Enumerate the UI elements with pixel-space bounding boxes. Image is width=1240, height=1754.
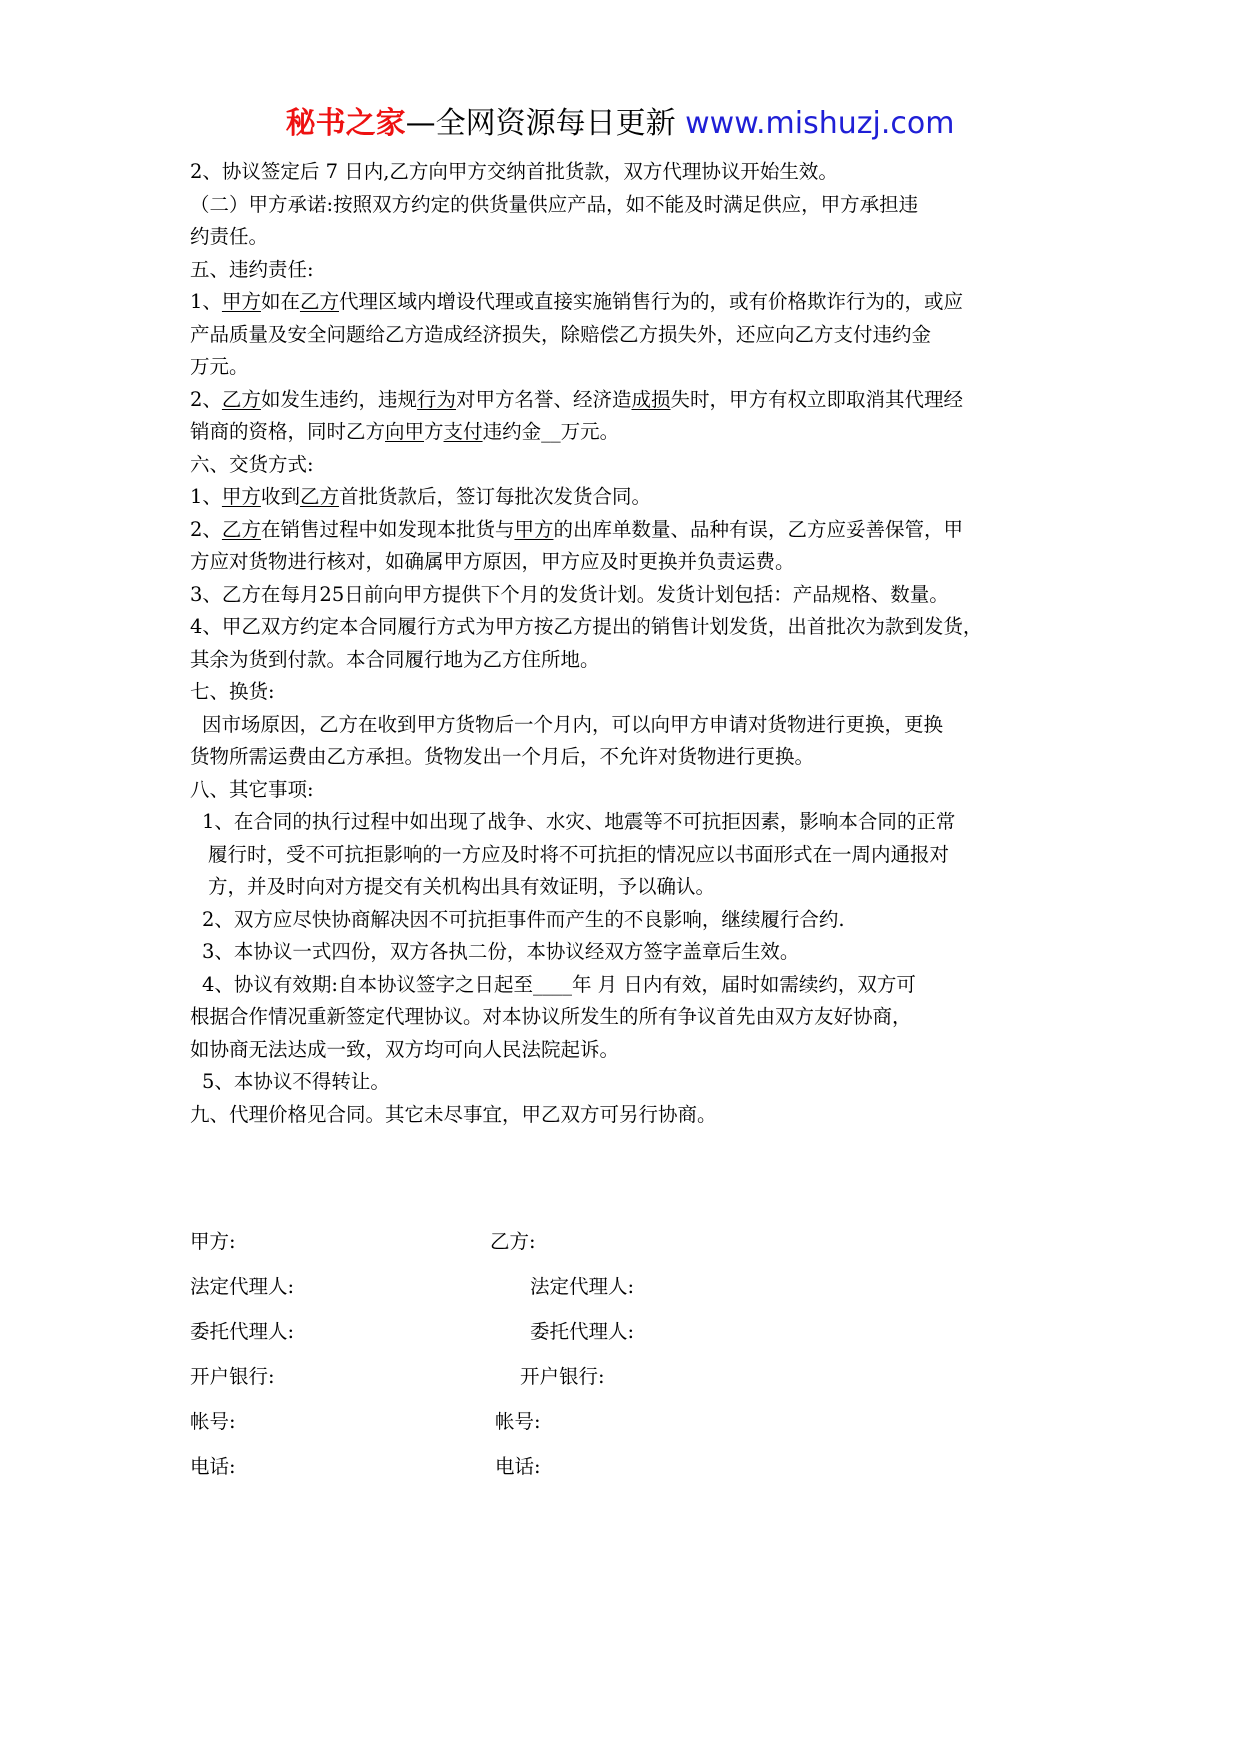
paragraph-line: 其余为货到付款。本合同履行地为乙方住所地。: [190, 647, 600, 671]
paragraph-line: 1、甲方收到乙方首批货款后，签订每批次发货合同。: [190, 485, 651, 508]
paragraph-line: 如协商无法达成一致，双方均可向人民法院起诉。: [190, 1037, 620, 1061]
party-a-field-label: 委托代理人:: [190, 1320, 295, 1343]
underlined-party: 甲方: [514, 517, 554, 541]
party-b-field-label: 委托代理人:: [530, 1320, 635, 1343]
signature-row: [190, 1316, 1070, 1361]
underlined-party: 乙方: [221, 387, 261, 411]
paragraph-line: 1、在合同的执行过程中如出现了战争、水灾、地震等不可抗拒因素，影响本合同的正常: [202, 810, 956, 833]
underlined-party: 乙方: [299, 485, 339, 508]
party-b-field-label: 开户银行:: [520, 1365, 605, 1388]
underlined-party: 向甲: [385, 420, 425, 443]
paragraph-line: 约责任。: [190, 225, 269, 248]
signature-row: [190, 1406, 1070, 1451]
header-slogan: —全网资源每日更新: [405, 106, 686, 141]
paragraph-line: 因市场原因，乙方在收到甲方货物后一个月内，可以向甲方申请对货物进行更换，更换: [202, 712, 944, 736]
underlined-party: 行为: [416, 387, 456, 411]
paragraph-line: 方，并及时向对方提交有关机构出具有效证明，予以确认。: [208, 875, 716, 898]
paragraph-line: 3、本协议一式四份，双方各执二份，本协议经双方签字盖章后生效。: [202, 940, 800, 963]
paragraph-line: 2、乙方如发生违约，违规行为对甲方名誉、经济造成损失时，甲方有权立即取消其代理经: [190, 387, 964, 411]
party-b-field-label: 乙方:: [490, 1230, 536, 1253]
underlined-party: 成损: [631, 387, 671, 411]
underlined-party: 乙方: [299, 290, 339, 313]
party-a-field-label: 电话:: [190, 1455, 236, 1478]
paragraph-line: 方应对货物进行核对，如确属甲方原因，甲方应及时更换并负责运费。: [190, 550, 795, 573]
paragraph-line: 八、其它事项:: [190, 777, 314, 801]
party-b-field-label: 法定代理人:: [530, 1275, 635, 1298]
paragraph-line: 4、协议有效期:自本协议签字之日起至____年 月 日内有效，届时如需续约，双方可: [202, 972, 916, 996]
paragraph-line: 1、甲方如在乙方代理区域内增设代理或直接实施销售行为的，或有价格欺诈行为的，或应: [190, 290, 963, 313]
signature-row: [190, 1361, 1070, 1406]
paragraph-line: 根据合作情况重新签定代理协议。对本协议所发生的所有争议首先由双方友好协商，: [190, 1005, 912, 1028]
paragraph-line: 七、换货:: [190, 680, 275, 703]
paragraph-line: 2、乙方在销售过程中如发现本批货与甲方的出库单数量、品种有误，乙方应妥善保管，甲: [190, 517, 963, 541]
underlined-party: 乙方: [221, 517, 261, 541]
signature-row: [190, 1226, 1070, 1271]
party-a-field-label: 法定代理人:: [190, 1275, 295, 1298]
party-a-field-label: 开户银行:: [190, 1365, 275, 1388]
paragraph-line: 万元。: [190, 355, 249, 378]
signature-block: [190, 1226, 1070, 1496]
underlined-party: 甲方: [221, 485, 261, 508]
paragraph-line: 5、本协议不得转让。: [202, 1070, 390, 1093]
party-b-field-label: 电话:: [495, 1455, 541, 1478]
paragraph-line: 销商的资格，同时乙方向甲方支付违约金__万元。: [190, 420, 620, 443]
paragraph-line: 履行时，受不可抗拒影响的一方应及时将不可抗拒的情况应以书面形式在一周内通报对: [208, 842, 950, 866]
paragraph-line: 产品质量及安全问题给乙方造成经济损失，除赔偿乙方损失外，还应向乙方支付违约金: [190, 322, 932, 346]
signature-row: [190, 1451, 1070, 1496]
party-a-field-label: 甲方:: [190, 1230, 236, 1253]
paragraph-line: 3、乙方在每月25日前向甲方提供下个月的发货计划。发货计划包括：产品规格、数量。: [190, 582, 949, 606]
paragraph-line: 五、违约责任:: [190, 257, 314, 281]
paragraph-line: 九、代理价格见合同。其它未尽事宜，甲乙双方可另行协商。: [190, 1102, 717, 1126]
paragraph-line: 4、甲乙双方约定本合同履行方式为甲方按乙方提出的销售计划发货，出首批次为款到发货，: [190, 615, 983, 638]
party-a-field-label: 帐号:: [190, 1410, 236, 1433]
header-url: www.mishuzj.com: [685, 106, 955, 141]
party-b-field-label: 帐号:: [495, 1410, 541, 1433]
paragraph-line: 货物所需运费由乙方承担。货物发出一个月后，不允许对货物进行更换。: [190, 745, 815, 768]
brand-name: 秘书之家: [285, 106, 406, 141]
paragraph-line: （二）甲方承诺:按照双方约定的供货量供应产品，如不能及时满足供应，甲方承担违: [190, 192, 919, 216]
paragraph-line: 2、协议签定后 7 日内,乙方向甲方交纳首批货款，双方代理协议开始生效。: [190, 160, 838, 183]
paragraph-line: 六、交货方式:: [190, 452, 314, 476]
watermark-header: [0, 104, 1240, 144]
paragraph-line: 2、双方应尽快协商解决因不可抗拒事件而产生的不良影响，继续履行合约.: [202, 907, 845, 931]
underlined-party: 甲方: [221, 290, 261, 313]
contract-body: [190, 156, 1070, 1131]
underlined-party: 支付: [443, 420, 483, 443]
signature-row: [190, 1271, 1070, 1316]
